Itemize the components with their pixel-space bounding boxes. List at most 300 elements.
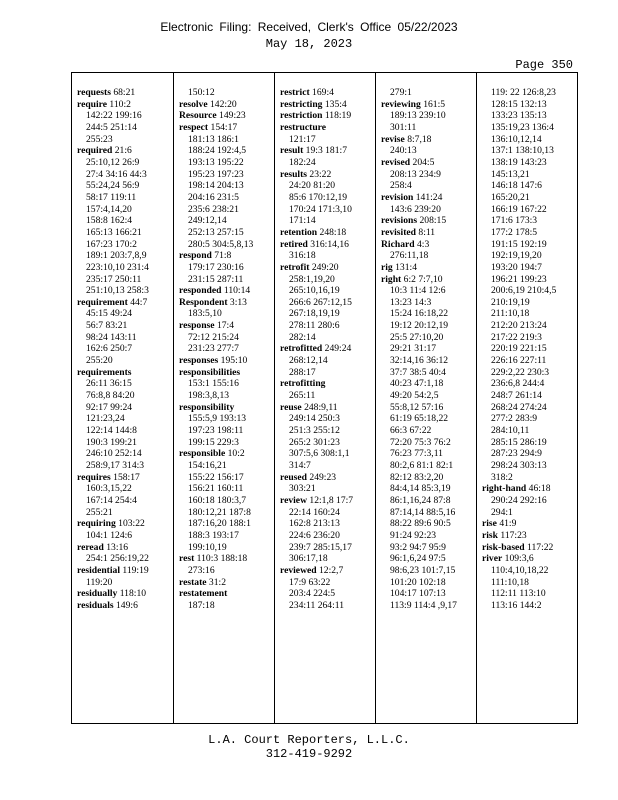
index-continuation [179,134,274,146]
index-term: reviewed [280,564,317,576]
index-continuation [381,320,476,332]
page-line-refs: 316:14,16 [307,238,349,250]
index-continuation [179,518,274,530]
page-line-refs: 112:11 113:10 [491,588,546,600]
index-entry [280,87,375,99]
page-line-refs: 249:12,14 [188,215,227,227]
index-continuation [77,180,173,192]
page-line-refs: 240:13 [390,145,417,157]
page-line-refs: 58:17 119:11 [86,191,137,203]
page-line-refs: 303:21 [289,483,316,495]
index-entry [482,518,579,530]
page-line-refs: 204:16 231:5 [188,191,239,203]
index-term: responsibilities [179,366,241,378]
index-continuation [381,169,476,181]
index-continuation [482,355,579,367]
page-line-refs: 27:4 34:16 44:3 [86,168,147,180]
page-line-refs: 86:1,16,24 87:8 [390,494,451,506]
page-line-refs: 118:10 [117,588,147,600]
index-term: residential [77,564,120,576]
index-term: retention [280,226,318,238]
page-line-refs: 72:20 75:3 76:2 [390,436,451,448]
index-continuation [179,600,274,612]
index-continuation [77,530,173,542]
index-continuation [381,413,476,425]
page-line-refs: 10:3 11:4 12:6 [390,285,446,297]
index-continuation [77,332,173,344]
index-continuation [77,402,173,414]
page-line-refs: 248:9,11 [301,401,338,413]
index-term: required [77,145,113,157]
index-continuation [280,204,375,216]
index-term: retrofitting [280,378,326,390]
page-line-refs: 133:23 135:13 [491,110,547,122]
index-continuation [482,588,579,600]
index-continuation [482,600,579,612]
index-continuation [482,110,579,122]
page-line-refs: 44:7 [127,296,148,308]
index-term: require [77,98,108,110]
page-line-refs: 17:4 [214,320,235,332]
index-continuation [482,565,579,577]
index-term: revise [381,133,405,145]
index-continuation [381,204,476,216]
index-entry [280,99,375,111]
index-continuation [77,460,173,472]
page-line-refs: 229:2,22 230:3 [491,366,550,378]
index-term: rest [179,553,195,565]
index-continuation [482,413,579,425]
page-line-refs: 135:19,23 136:4 [491,121,554,133]
index-continuation [77,343,173,355]
page-line-refs: 251:3 255:12 [289,425,340,437]
page-line-refs: 180:12,21 187:8 [188,506,251,518]
page-line-refs: 170:24 171:3,10 [289,203,352,215]
index-term: residually [77,588,118,600]
page-line-refs: 12:1,8 17:7 [307,494,354,506]
index-continuation [482,204,579,216]
index-continuation [280,332,375,344]
index-term: restructure [280,121,326,133]
page-line-refs: 231:23 277:7 [188,343,239,355]
index-continuation [381,600,476,612]
page-line-refs: 146:18 147:6 [491,180,542,192]
index-continuation [179,332,274,344]
index-continuation [381,483,476,495]
index-continuation [179,413,274,425]
index-continuation [280,553,375,565]
index-entry [179,355,274,367]
index-continuation [77,192,173,204]
page-line-refs: 82:12 83:2,20 [390,471,444,483]
page-line-refs: 287:23 294:9 [491,448,542,460]
page-line-refs: 248:7 261:14 [491,390,542,402]
page-line-refs: 258:4 [390,180,412,192]
page-line-refs: 183:5,10 [188,308,222,320]
index-entry [179,588,274,600]
index-entry [482,553,579,565]
index-term: revision [381,191,414,203]
page-line-refs: 19:3 181:7 [303,145,347,157]
index-continuation [77,122,173,134]
page-number: Page 350 [515,58,573,72]
page-line-refs: 12:2,7 [316,564,344,576]
page-line-refs: 200:6,19 210:4,5 [491,285,557,297]
index-continuation [179,390,274,402]
page-line-refs: 212:20 213:24 [491,320,547,332]
page-line-refs: 142:22 199:16 [86,110,142,122]
index-continuation [179,378,274,390]
index-continuation [179,472,274,484]
index-continuation [482,297,579,309]
index-continuation [381,518,476,530]
index-continuation [179,425,274,437]
index-continuation [179,483,274,495]
index-entry [179,297,274,309]
index-continuation [381,250,476,262]
index-column-2 [173,73,274,723]
index-continuation [381,145,476,157]
index-continuation [482,320,579,332]
page-line-refs: 109:3,6 [502,553,534,565]
index-continuation [381,308,476,320]
index-term: responses [179,355,219,367]
page-line-refs: 224:6 236:20 [289,529,340,541]
index-entry [381,134,476,146]
index-term: Resource [179,110,217,122]
index-continuation [381,530,476,542]
index-continuation [179,343,274,355]
index-continuation [381,553,476,565]
index-entry [381,274,476,286]
index-entry [179,448,274,460]
page-line-refs: 26:11 36:15 [86,378,132,390]
page-line-refs: 122:14 144:8 [86,425,137,437]
index-term: result [280,145,304,157]
page-line-refs: 135:4 [322,98,347,110]
index-term: revisions [381,215,418,227]
index-entry [280,169,375,181]
page-line-refs: 265:10,16,19 [289,285,340,297]
index-continuation [381,565,476,577]
page-line-refs: 158:8 162:4 [86,215,133,227]
index-continuation [381,343,476,355]
index-continuation [381,367,476,379]
index-term: retrofit [280,261,310,273]
page-line-refs: 161:5 [420,98,446,110]
page-line-refs: 92:17 99:24 [86,401,133,413]
index-continuation [482,192,579,204]
page-line-refs: 177:2 178:5 [491,226,538,238]
page-line-refs: 167:23 170:2 [86,238,137,250]
index-continuation [482,308,579,320]
index-continuation [482,402,579,414]
page-line-refs: 104:17 107:13 [390,588,446,600]
index-entry [280,495,375,507]
index-continuation [280,460,375,472]
index-continuation [482,227,579,239]
page-line-refs: 138:19 143:23 [491,156,547,168]
index-continuation [77,390,173,402]
index-entry [381,239,476,251]
page-line-refs: 187:18 [188,599,215,611]
index-entry [381,215,476,227]
page-line-refs: 71:8 [211,250,232,262]
page-line-refs: 150:12 [188,87,215,98]
page-line-refs: 280:5 304:5,8,13 [188,238,254,250]
index-continuation [482,332,579,344]
page-line-refs: 187:16,20 188:1 [188,518,251,530]
page-line-refs: 258:1,19,20 [289,273,335,285]
index-continuation [77,577,173,589]
page-line-refs: 211:10,18 [491,308,530,320]
index-continuation [179,495,274,507]
index-column-5 [476,73,579,723]
index-continuation [482,437,579,449]
index-continuation [77,378,173,390]
index-continuation [77,437,173,449]
page-line-refs: 193:20 194:7 [491,261,542,273]
page-line-refs: 110:3 188:18 [194,553,248,565]
page-line-refs: 55:24,24 56:9 [86,180,140,192]
index-term: responsibility [179,401,235,413]
index-term: responded [179,285,222,297]
index-entry [381,157,476,169]
page-line-refs: 142:20 [207,98,237,110]
index-continuation [381,297,476,309]
index-continuation [179,145,274,157]
index-continuation [179,239,274,251]
index-entry [280,110,375,122]
index-continuation [280,308,375,320]
index-term: restrict [280,87,310,98]
index-continuation [77,285,173,297]
index-continuation [482,460,579,472]
index-continuation [179,565,274,577]
page-line-refs: 288:17 [289,366,316,378]
page-line-refs: 265:11 [289,390,316,402]
page-line-refs: 119:20 [86,576,113,588]
index-continuation [179,530,274,542]
index-term: restatement [179,588,228,600]
page-line-refs: 149:6 [113,599,138,611]
index-continuation [179,169,274,181]
page-line-refs: 145:13,21 [491,168,530,180]
page-line-refs: 179:17 230:16 [188,261,244,273]
page-line-refs: 251:10,13 258:3 [86,285,149,297]
page-line-refs: 91:24 92:23 [390,529,437,541]
index-continuation [179,437,274,449]
index-term: requiring [77,518,116,530]
index-continuation [482,577,579,589]
index-continuation [280,250,375,262]
page-line-refs: 37:7 38:5 40:4 [390,366,446,378]
index-continuation [482,507,579,519]
index-term: right-hand [482,483,527,495]
index-continuation [381,285,476,297]
page-line-refs: 3:13 [227,296,247,308]
page-line-refs: 246:10 252:14 [86,448,142,460]
index-term: review [280,494,307,506]
page-line-refs: 199:15 229:3 [188,436,239,448]
page-line-refs: 98:24 143:11 [86,331,137,343]
index-continuation [179,507,274,519]
index-term: resolve [179,98,208,110]
index-continuation [77,413,173,425]
index-entry [280,227,375,239]
page-line-refs: 167:14 254:4 [86,494,137,506]
index-continuation [77,250,173,262]
index-entry [179,367,274,379]
index-continuation [179,308,274,320]
index-term: retired [280,238,308,250]
index-continuation [482,87,579,99]
page-line-refs: 290:24 292:16 [491,494,547,506]
index-continuation [482,250,579,262]
page-line-refs: 171:6 173:3 [491,215,538,227]
index-continuation [280,530,375,542]
index-continuation [482,134,579,146]
index-continuation [381,425,476,437]
index-continuation [280,413,375,425]
page-line-refs: 314:7 [289,460,311,471]
index-entry [280,262,375,274]
page-line-refs: 268:24 274:24 [491,401,547,413]
page-line-refs: 119:19 [120,564,149,576]
index-continuation [77,204,173,216]
page-line-refs: 4:3 [414,238,430,250]
index-entry [482,530,579,542]
page-line-refs: 236:6,8 244:4 [491,378,545,390]
page-line-refs: 76:8,8 84:20 [86,390,135,402]
index-continuation [482,367,579,379]
page-line-refs: 29:21 31:17 [390,343,437,355]
page-line-refs: 255:23 [86,133,113,145]
page-line-refs: 162:8 213:13 [289,518,340,530]
page-line-refs: 316:18 [289,250,316,262]
index-continuation [280,285,375,297]
page-line-refs: 210:19,19 [491,296,530,308]
index-continuation [381,180,476,192]
page-line-refs: 254:1 256:19,22 [86,553,149,565]
index-continuation [179,542,274,554]
page-line-refs: 278:11 280:6 [289,320,340,332]
index-continuation [77,134,173,146]
page-line-refs: 235:17 250:11 [86,273,142,285]
page-line-refs: 25:5 27:10,20 [390,331,444,343]
index-continuation [280,180,375,192]
page-line-refs: 252:13 257:15 [188,226,244,238]
page-line-refs: 249:20 [309,261,339,273]
index-continuation [482,180,579,192]
index-continuation [482,285,579,297]
index-continuation [179,460,274,472]
index-entry [381,99,476,111]
page-line-refs: 282:14 [289,331,316,343]
page-line-refs: 244:5 251:14 [86,121,137,133]
page-line-refs: 25:10,12 26:9 [86,156,140,168]
index-continuation [77,483,173,495]
page-line-refs: 15:24 16:18,22 [390,308,449,320]
index-entry [77,565,173,577]
index-continuation [381,495,476,507]
index-continuation [381,87,476,99]
page-line-refs: 85:6 170:12,19 [289,191,348,203]
page-line-refs: 255:20 [86,355,113,367]
index-term: reused [280,471,308,483]
page-line-refs: 190:3 199:21 [86,436,137,448]
index-continuation [77,157,173,169]
page-line-refs: 266:6 267:12,15 [289,296,352,308]
page-line-refs: 239:7 285:15,17 [289,541,352,553]
index-entry [179,285,274,297]
index-term: risk-based [482,541,525,553]
index-entry [381,227,476,239]
index-continuation [77,215,173,227]
index-continuation [77,448,173,460]
index-continuation [179,204,274,216]
index-entry [179,402,274,414]
index-term: residuals [77,599,114,611]
page-line-refs: 248:18 [317,226,347,238]
index-column-1 [72,73,173,723]
page-line-refs: 117:22 [524,541,554,553]
index-continuation [482,448,579,460]
index-continuation [77,227,173,239]
index-entry [179,122,274,134]
index-entry [179,553,274,565]
index-entry [77,87,173,99]
page-line-refs: 111:10,18 [491,576,529,588]
index-entry [77,588,173,600]
index-continuation [381,110,476,122]
index-continuation [482,122,579,134]
index-continuation [280,577,375,589]
index-term: respect [179,121,209,133]
index-continuation [280,507,375,519]
page-line-refs: 10:2 [225,448,245,460]
page-line-refs: 166:19 167:22 [491,203,547,215]
page-line-refs: 119: 22 126:8,23 [491,87,556,98]
page-line-refs: 113:9 114:4 ,9,17 [390,599,457,611]
page-line-refs: 162:6 250:7 [86,343,133,355]
index-continuation [77,320,173,332]
page-line-refs: 231:15 287:11 [188,273,244,285]
page-line-refs: 249:24 [322,343,352,355]
page-line-refs: 192:19,19,20 [491,250,542,262]
index-entry [77,145,173,157]
index-term: revisited [381,226,416,238]
index-continuation [280,390,375,402]
page-line-refs: 88:22 89:6 90:5 [390,518,451,530]
page-line-refs: 13:23 14:3 [390,296,432,308]
page-line-refs: 55:8,12 57:16 [390,401,444,413]
page-line-refs: 98:6,23 101:7,15 [390,564,456,576]
page-line-refs: 110:2 [107,98,131,110]
page-line-refs: 46:18 [526,483,551,495]
footer-phone: 312-419-9292 [265,747,353,761]
index-continuation [381,542,476,554]
index-term: retrofitted [280,343,323,355]
page-line-refs: 80:2,6 81:1 82:1 [390,460,454,471]
page-line-refs: 197:23 198:11 [188,425,244,437]
filing-stamp: Electronic Filing: Received, Clerk's Office 05/22/2023 [160,20,458,34]
page-line-refs: 188:3 193:17 [188,529,239,541]
index-continuation [280,600,375,612]
page-line-refs: 276:11,18 [390,250,429,262]
index-entry [482,483,579,495]
index-entry [280,472,375,484]
